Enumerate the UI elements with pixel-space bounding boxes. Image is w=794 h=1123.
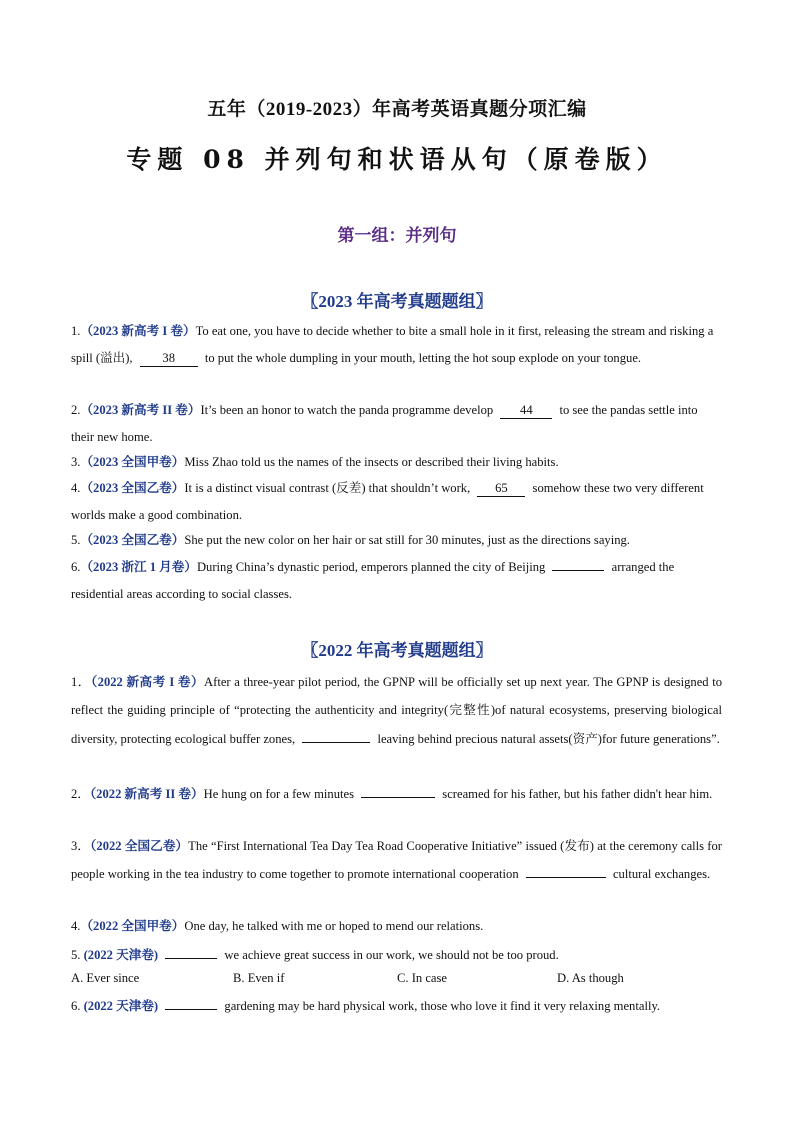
question-number: 6. [71, 999, 81, 1013]
question-text: After a three-year pilot period, the GPNP will be officially set up next year. The GPNP is designed to reflect the guiding principle of “protecting the authenticity and integrity(完整性)of natural ecosystems, preserving biological diversity, protecting ecological buffer zones, [71, 675, 723, 746]
question-text: The “First International Tea Day Tea Road Cooperative Initiative” issued (发布) at the ceremony calls for people working in the tea industry to come together to promote international cooperation [71, 839, 722, 882]
question-2022-4 [71, 913, 722, 940]
question-number: 6. [71, 560, 81, 574]
answer-blank[interactable] [552, 555, 604, 571]
answer-blank[interactable]: 65 [477, 481, 525, 497]
question-number: 5. [71, 533, 81, 547]
question-2023-4 [71, 475, 722, 528]
question-source: （2022 全国甲卷） [80, 919, 185, 933]
question-source: (2022 天津卷) [80, 999, 162, 1013]
question-number: 5. [71, 948, 81, 962]
option-b[interactable]: B. Even if [233, 971, 285, 985]
answer-blank[interactable] [361, 782, 435, 798]
question-text: During China’s dynastic period, emperors planned the city of Beijing [196, 560, 549, 574]
question-text-rest: arranged the residential areas according to social classes. [71, 560, 675, 601]
question-text: Miss Zhao told us the names of the insects or described their living habits. [184, 455, 559, 469]
question-text-rest: to see the pandas settle into their new home. [71, 403, 698, 444]
question-text: It is a distinct visual contrast (反差) that shouldn’t work, [184, 481, 474, 495]
question-number: 4. [71, 919, 81, 933]
answer-blank[interactable] [165, 943, 217, 959]
question-source: （2022 新高考 I 卷） [90, 675, 205, 689]
page-subtitle: 专题 08 并列句和状语从句（原卷版） [126, 145, 668, 174]
question-2022-3 [71, 832, 722, 889]
answer-blank[interactable] [302, 727, 370, 743]
question-number: 2. [71, 403, 81, 417]
section-heading-2022: 〖2022 年高考真题题组〗 [301, 641, 493, 660]
option-d[interactable]: D. As though [557, 971, 624, 985]
question-text-rest: to put the whole dumpling in your mouth, letting the hot soup explode on your tongue. [201, 350, 642, 365]
option-c[interactable]: C. In case [397, 971, 448, 985]
question-2023-3 [71, 449, 722, 476]
question-text: One day, he talked with me or hoped to mend our relations. [184, 919, 484, 933]
question-2022-6 [71, 993, 722, 1020]
answer-blank[interactable]: 44 [500, 403, 552, 419]
question-source: （2023 新高考 II 卷） [80, 403, 201, 417]
question-source: （2023 新高考 I 卷） [80, 324, 196, 338]
question-text-rest: leaving behind precious natural assets(资产)for future generations”. [374, 731, 720, 746]
question-text: To eat one, you have to decide whether to bite a small hole in it first, releasing the stream and risking a spill (溢出), [71, 324, 714, 365]
answer-blank[interactable] [526, 862, 606, 878]
question-source: （2022 全国乙卷） [90, 839, 189, 853]
question-source: （2022 新高考 II 卷） [89, 787, 204, 801]
question-text-rest: somehow these two very different worlds make a good combination. [71, 481, 704, 522]
question-number: 4. [71, 481, 81, 495]
section-heading-2023: 〖2023 年高考真题题组〗 [301, 292, 493, 311]
question-2022-2 [71, 781, 722, 808]
question-text-rest: screamed for his father, but his father didn't hear him. [439, 787, 713, 801]
question-text: She put the new color on her hair or sat still for 30 minutes, just as the directions saying. [184, 533, 630, 547]
question-number: 3． [71, 839, 91, 853]
question-source: （2023 全国乙卷） [80, 481, 185, 495]
question-text-rest: gardening may be hard physical work, those who love it find it very relaxing mentally. [221, 999, 661, 1013]
question-source: （2023 全国甲卷） [80, 455, 185, 469]
question-text-rest: cultural exchanges. [609, 867, 711, 882]
question-number: 2． [71, 787, 90, 801]
question-2023-2 [71, 397, 722, 450]
answer-blank[interactable] [165, 994, 217, 1010]
question-number: 1. [71, 324, 81, 338]
question-text: He hung on for a few minutes [203, 787, 358, 801]
page-title: 五年（2019-2023）年高考英语真题分项汇编 [207, 99, 587, 120]
question-text: It’s been an honor to watch the panda programme develop [200, 403, 497, 417]
group-title: 第一组：并列句 [337, 226, 457, 246]
question-number: 3. [71, 455, 81, 469]
question-number: 1． [71, 675, 91, 689]
question-source: （2023 全国乙卷） [80, 533, 185, 547]
question-source: （2023 浙江 1 月卷） [80, 560, 197, 574]
question-text-rest: we achieve great success in our work, we should not be too proud. [221, 948, 559, 962]
question-2023-6 [71, 554, 722, 607]
answer-blank[interactable]: 38 [140, 351, 198, 367]
question-2022-1 [71, 668, 722, 753]
question-2022-5 [71, 942, 722, 969]
question-source: (2022 天津卷) [80, 948, 162, 962]
option-a[interactable]: A. Ever since [71, 971, 140, 985]
question-2023-1 [71, 318, 722, 371]
question-2023-5 [71, 527, 722, 554]
